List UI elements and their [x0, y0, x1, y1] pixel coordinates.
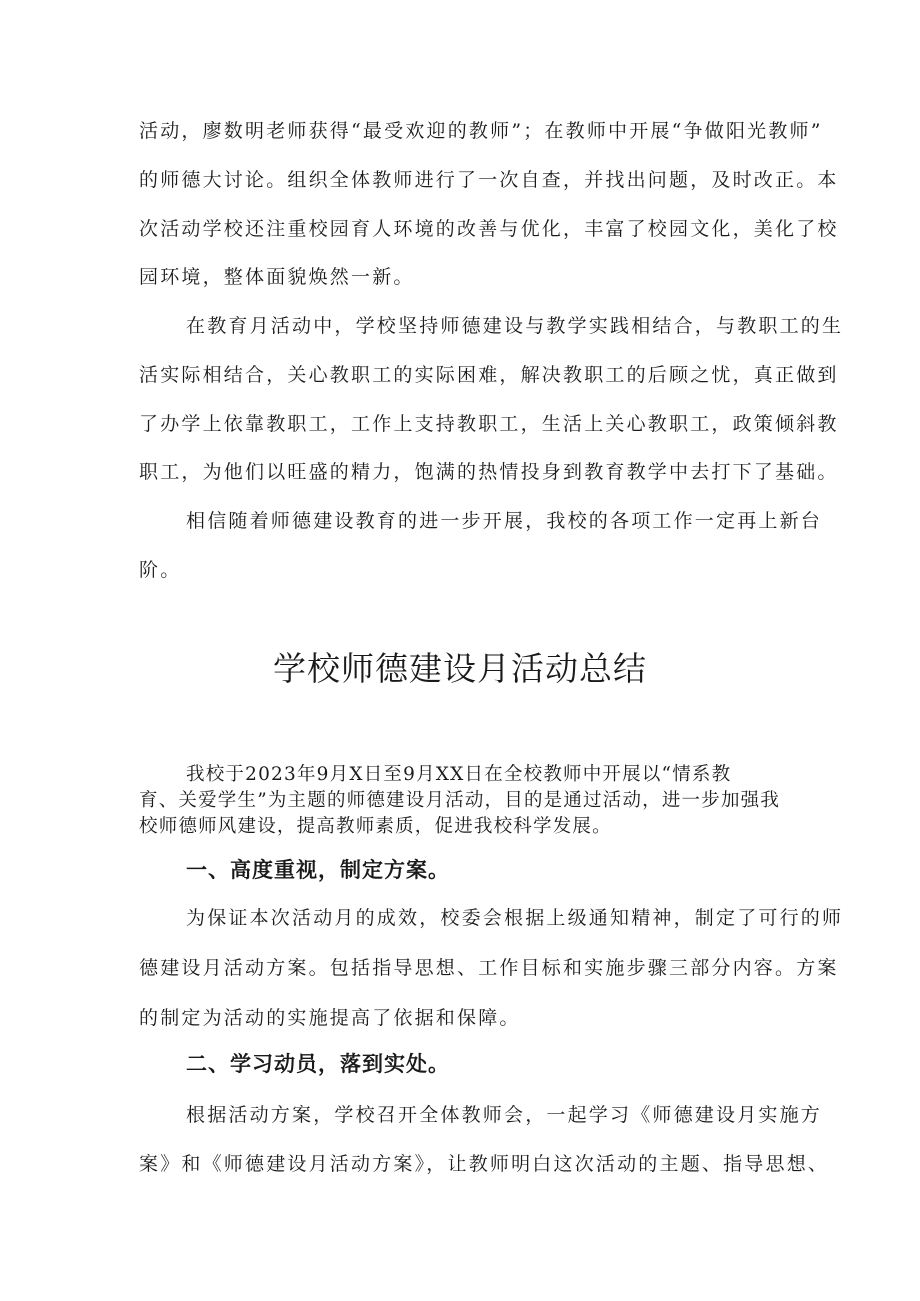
text-line: 的制定为活动的实施提高了依据和保障。: [139, 1007, 521, 1029]
text-line: 相信随着师德建设教育的进一步开展，我校的各项工作一定再上新台: [186, 510, 823, 532]
text-line: 次活动学校还注重校园育人环境的改善与优化，丰富了校园文化，美化了校: [139, 218, 839, 240]
text-line: 校师德师风建设，提高教师素质，促进我校科学发展。: [139, 816, 612, 837]
text-line: 案》和《师德建设月活动方案》，让教师明白这次活动的主题、指导思想、: [139, 1153, 830, 1175]
text-line: 德建设月活动方案。包括指导思想、工作目标和实施步骤三部分内容。方案: [139, 957, 839, 979]
text-line: 我校于2023年9月X日至9月XX日在全校教师中开展以“情系教: [186, 764, 732, 785]
text-line: 活动，廖数明老师获得“最受欢迎的教师”；在教师中开展“争做阳光教师”: [139, 120, 823, 142]
text-line: 了办学上依靠教职工，工作上支持教职工，生活上关心教职工，政策倾斜教: [139, 413, 839, 435]
section-heading-2: 二、学习动员，落到实处。: [186, 1052, 450, 1076]
text-line: 在教育月活动中，学校坚持师德建设与教学实践相结合，与教职工的生: [186, 315, 844, 337]
text-line: 的师德大讨论。组织全体教师进行了一次自查，并找出问题，及时改正。本: [139, 169, 839, 191]
section-heading-1: 一、高度重视，制定方案。: [186, 858, 450, 882]
text-line: 阶。: [139, 559, 182, 581]
text-line: 活实际相结合，关心教职工的实际困难，解决教职工的后顾之忧，真正做到: [139, 364, 839, 386]
document-title: 学校师德建设月活动总结: [273, 649, 647, 688]
text-line: 育、关爱学生”为主题的师德建设月活动，目的是通过活动，进一步加强我: [139, 790, 781, 811]
text-line: 根据活动方案，学校召开全体教师会，一起学习《师德建设月实施方: [186, 1104, 823, 1126]
text-line: 为保证本次活动月的成效，校委会根据上级通知精神，制定了可行的师: [186, 907, 844, 929]
text-line: 职工，为他们以旺盛的精力，饱满的热情投身到教育教学中去打下了基础。: [139, 461, 839, 483]
text-line: 园环境，整体面貌焕然一新。: [139, 266, 415, 288]
